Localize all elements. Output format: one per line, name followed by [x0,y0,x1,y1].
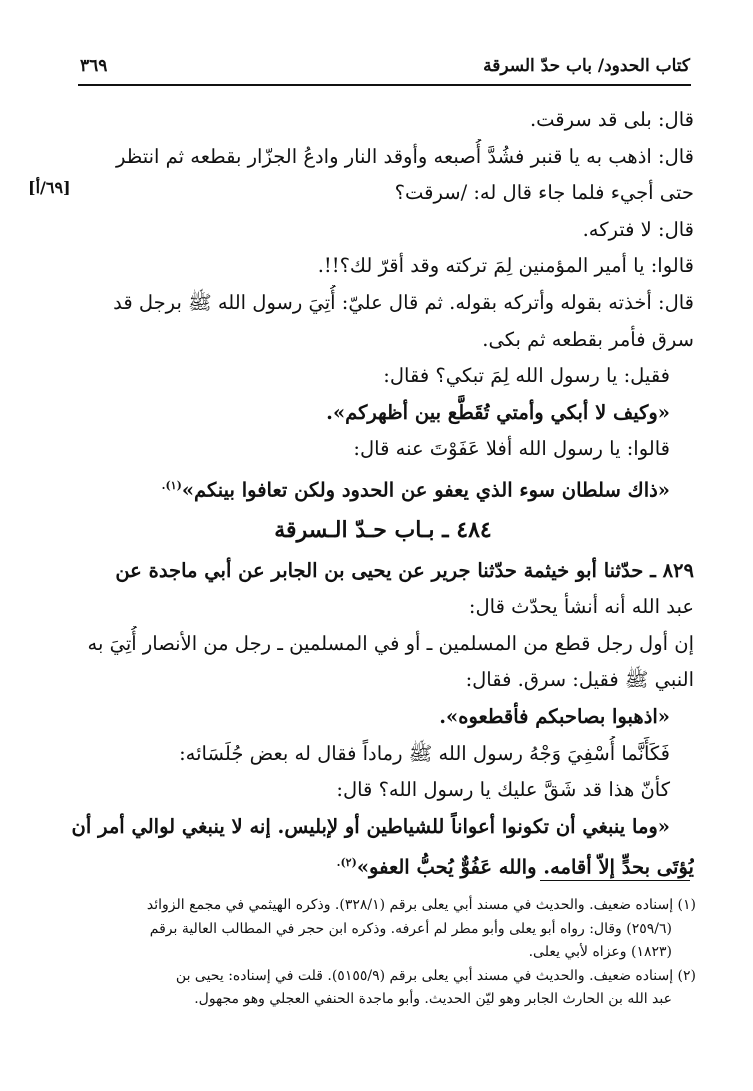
text-line: سرق فأمر بقطعه ثم بكى. [482,327,694,351]
hadith-quote [72,468,694,505]
footnote-line: (٢٥٩/٦) وقال: رواه أبو يعلى وأبو مطر لم أعرفه. وذكره ابن حجر في المطالب العالية برقم [149,920,672,937]
text-line: قالوا: يا أمير المؤمنين لِمَ تركته وقد أقرّ لك؟!!. [317,254,694,278]
text-line: قالوا: يا رسول الله أفلا عَفَوْتَ عنه قال: [353,437,670,461]
footnotes [70,894,696,1012]
text-line: النبي ﷺ فقيل: سرق. فقال: [465,668,694,692]
hadith-quote [72,845,694,882]
text-line: قال: اذهب به يا قنبر فشُدَّ أُصبعه وأوقد النار وادعُ الجزّار بقطعه ثم انتظر [115,144,694,168]
header-rule [78,84,691,86]
hadith-quote: «وما ينبغي أن تكونوا أعواناً للشياطين أو لإبليس. إنه لا ينبغي لوالي أمر أن [72,814,670,838]
quote-text: يُؤتَى بحدٍّ إلاّ أقامه. والله عَفُوٌّ يُحبُّ العفو» [356,855,694,879]
footnote-line: عبد الله بن الحارث الجابر وهو ليّن الحديث. وأبو ماجدة الحنفي العجلي وهو مجهول. [194,991,672,1007]
chapter-title: ٤٨٤ ـ بـاب حـدّ الـسرقة [274,516,492,543]
text-line: قال: بلى قد سرقت. [529,108,694,131]
footnote-line: (٢) إسناده ضعيف. والحديث في مسند أبي يعلى برقم (٥١٥٥/٩). قلت في إسناده: يحيى بن [175,967,696,984]
margin-folio-reference: [٦٩/أ] [28,178,71,197]
text-line: قال: لا فتركه. [582,217,694,241]
footnote-line: (١٨٢٣) وعزاه لأبي يعلى. [528,944,672,960]
hadith-quote: «وكيف لا أبكي وأمتي تُقَطَّع بين أظهركم». [326,400,670,424]
text-line: إن أول رجل قطع من المسلمين ـ أو في المسلمين ـ رجل من الأنصار أُتِيَ به [87,631,694,655]
main-text [72,102,694,882]
text-line: فَكَأَنَّما أُسْفِيَ وَجْهُ رسول الله ﷺ رماداً فقال له بعض جُلَسَائه: [179,741,670,765]
running-title: كتاب الحدود/ باب حدّ السرقة [483,56,690,76]
footnote-separator [540,880,690,881]
text-line: عبد الله أنه أنشأ يحدّث قال: [468,595,694,619]
footnote-line: (١) إسناده ضعيف. والحديث في مسند أبي يعلى برقم (٣٢٨/١). وذكره الهيثمي في مجمع الزوائد [146,897,696,913]
footnote-marker: (٢). [336,856,357,870]
text-line: فقيل: يا رسول الله لِمَ تبكي؟ فقال: [383,364,670,388]
footnote-marker: (١). [161,478,182,492]
quote-text: «ذاك سلطان سوء الذي يعفو عن الحدود ولكن تعافوا بينكم» [181,478,670,502]
text-line: حتى أجيء فلما جاء قال له: /سرقت؟ [394,181,694,205]
page-header [78,52,690,86]
text-line: كأنّ هذا قد شَقَّ عليك يا رسول الله؟ قال: [336,778,670,802]
hadith-isnad: ٨٢٩ ـ حدّثنا أبو خيثمة حدّثنا جرير عن يحيى بن الجابر عن أبي ماجدة عن [115,558,694,582]
page-number: ٣٦٩ [80,56,108,76]
text-line: قال: أخذته بقوله وأتركه بقوله. ثم قال عليّ: أُتِيَ رسول الله ﷺ برجل قد [113,290,694,314]
hadith-quote: «اذهبوا بصاحبكم فأقطعوه». [439,704,670,728]
